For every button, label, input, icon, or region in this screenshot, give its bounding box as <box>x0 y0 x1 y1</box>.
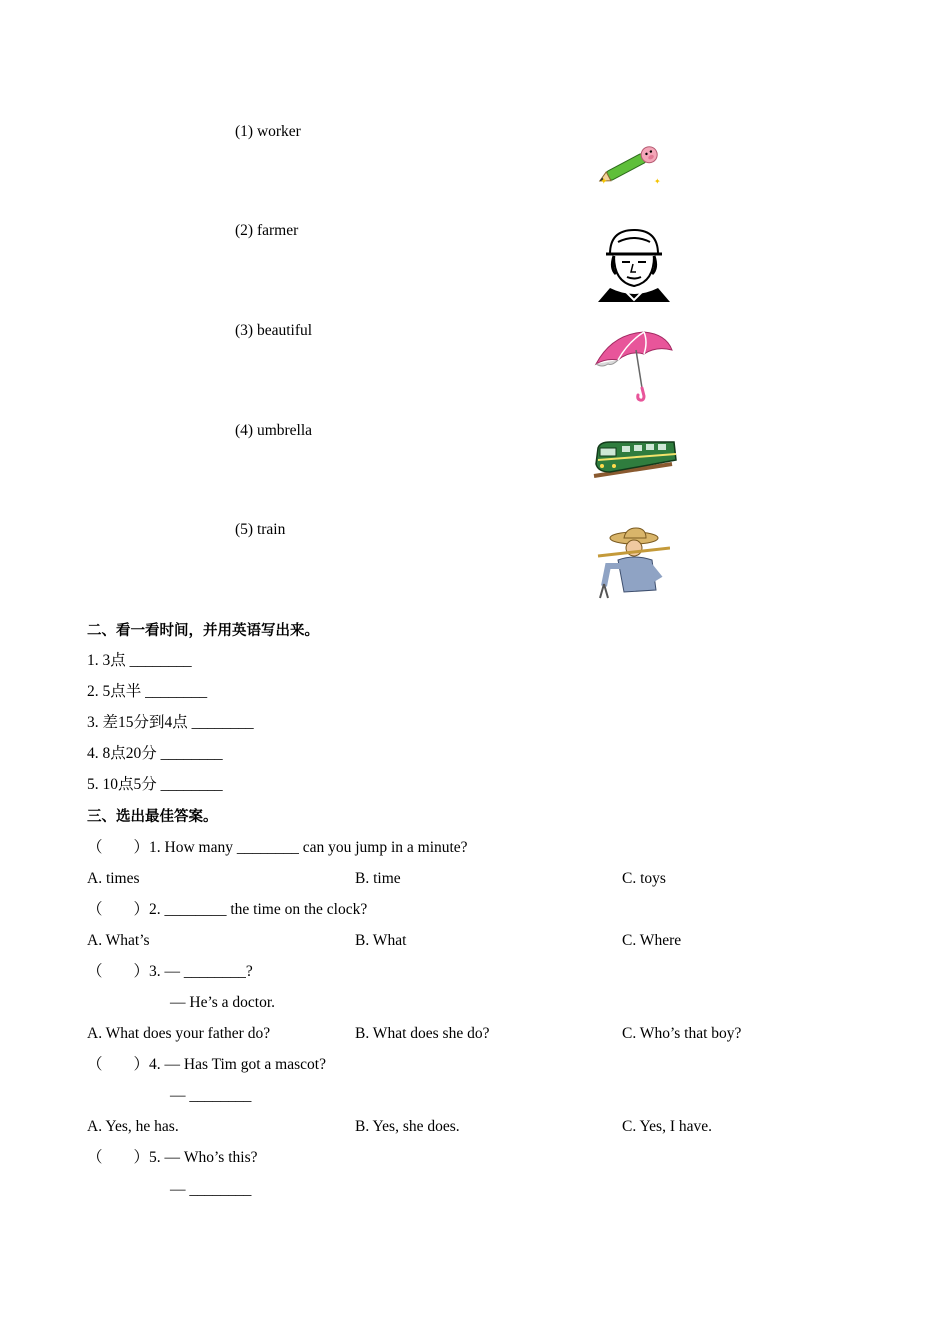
q3-option-a: A. What does your father do? <box>87 1025 271 1042</box>
train-icon <box>590 438 678 486</box>
section2-item-2: 2. 5点半 ________ <box>87 683 208 700</box>
svg-text:✦: ✦ <box>600 176 608 186</box>
q3-answer-line: — He’s a doctor. <box>170 994 276 1011</box>
q5-stem: （ ）5. — Who’s this? <box>87 1149 258 1166</box>
q3-option-b: B. What does she do? <box>355 1025 490 1042</box>
q2-option-a: A. What’s <box>87 932 150 949</box>
q1-option-a: A. times <box>87 870 140 887</box>
q1-option-b: B. time <box>355 870 401 887</box>
q4-answer-line: — ________ <box>170 1087 252 1104</box>
section2-item-1: 1. 3点 ________ <box>87 652 192 669</box>
q3-stem: （ ）3. — ________? <box>87 963 253 980</box>
q5-answer-line: — ________ <box>170 1181 252 1198</box>
q2-stem: （ ）2. ________ the time on the clock? <box>87 901 368 918</box>
match-word-4: (4) umbrella <box>235 422 313 439</box>
q3-option-c: C. Who’s that boy? <box>622 1025 742 1042</box>
umbrella-icon <box>592 328 676 402</box>
q2-option-b: B. What <box>355 932 407 949</box>
q4-option-b: B. Yes, she does. <box>355 1118 460 1135</box>
q1-stem: （ ）1. How many ________ can you jump in a minute? <box>87 839 468 856</box>
q4-stem: （ ）4. — Has Tim got a mascot? <box>87 1056 326 1073</box>
pencil-icon <box>592 140 672 190</box>
match-word-5: (5) train <box>235 521 286 538</box>
svg-text:✦: ✦ <box>654 177 661 186</box>
q4-option-c: C. Yes, I have. <box>622 1118 712 1135</box>
match-word-1: (1) worker <box>235 123 301 140</box>
q4-option-a: A. Yes, he has. <box>87 1118 179 1135</box>
worker-helmet-portrait-icon <box>596 224 672 302</box>
section2-item-5: 5. 10点5分 ________ <box>87 776 223 793</box>
q1-option-c: C. toys <box>622 870 666 887</box>
farmer-icon <box>594 526 670 600</box>
section2-item-4: 4. 8点20分 ________ <box>87 745 223 762</box>
match-word-2: (2) farmer <box>235 222 299 239</box>
q2-option-c: C. Where <box>622 932 682 949</box>
section2-title: 二、看一看时间，并用英语写出来。 <box>87 623 319 639</box>
section2-item-3: 3. 差15分到4点 ________ <box>87 714 254 731</box>
match-word-3: (3) beautiful <box>235 322 313 339</box>
section3-title: 三、选出最佳答案。 <box>87 809 218 825</box>
